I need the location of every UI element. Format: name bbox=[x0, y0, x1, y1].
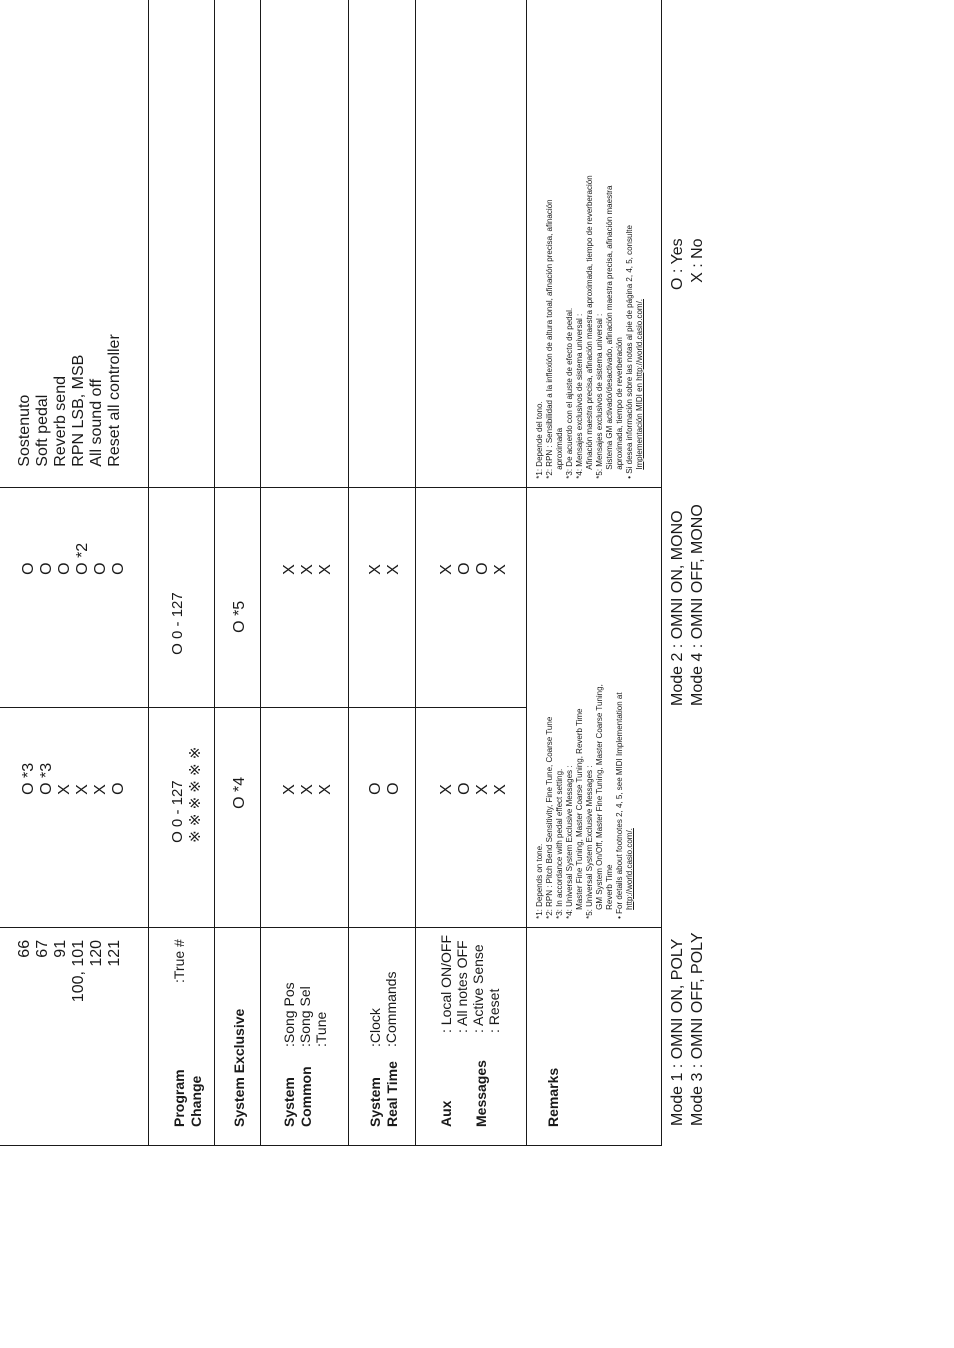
transmitted-value: X bbox=[473, 784, 491, 795]
remark-line: Master Fine Tuning, Master Coarse Tuning, Reverb Time bbox=[574, 708, 584, 910]
system-real-time-label: System bbox=[366, 1077, 383, 1127]
remark-line: *3: De acuerdo con el ajuste de efecto de pedal. bbox=[564, 307, 574, 479]
transmitted-value: X bbox=[74, 784, 91, 795]
system-exclusive-recognized: O *5 bbox=[230, 600, 248, 633]
system-real-time-remarks-cell bbox=[348, 0, 415, 487]
system-exclusive-transmitted-cell bbox=[214, 707, 260, 927]
recognized-value: X bbox=[491, 564, 509, 575]
remark-line: *5: Mensajes exclusivos de sistema universal : bbox=[594, 313, 604, 479]
remark-line: *2: RPN : Pitch Bend Sensitivity, Fine Tune, Coarse Tune bbox=[544, 716, 554, 919]
transmitted-value: O bbox=[366, 782, 384, 795]
aux-messages-label-cell bbox=[415, 927, 526, 1145]
control-change-row bbox=[0, 0, 148, 1146]
recognized-value: O bbox=[473, 562, 491, 575]
remark-line: *2: RPN : Sensibilidad a la inflexión de altura tonal, afinación precisa, afinación bbox=[544, 199, 554, 479]
system-real-time-row bbox=[348, 0, 415, 1146]
remark-line: aproximada bbox=[554, 427, 564, 470]
remark-line: Sistema GM activado/desactivado, afinación maestra precisa, afinación maestra bbox=[604, 185, 614, 470]
transmitted-value: X bbox=[298, 784, 316, 795]
remark-line: *4: Mensajes exclusivos de sistema universal : bbox=[574, 313, 584, 479]
true-number-label: :True # bbox=[170, 939, 187, 983]
system-exclusive-recognized-cell bbox=[214, 487, 260, 707]
transmitted-value: X bbox=[437, 784, 455, 795]
remark-line: *5: Universal System Exclusive Messages : bbox=[584, 765, 594, 919]
system-real-time-transmitted-cell bbox=[348, 707, 415, 927]
remark-line: • Si desea información sobre las notas al pie de página 2, 4, 5, consulte bbox=[624, 225, 634, 479]
no-legend-text: X : No bbox=[689, 238, 706, 283]
remark-line: • For details about footnotes 2, 4, 5, see MIDI Implementation at bbox=[614, 692, 624, 919]
system-exclusive-row bbox=[214, 0, 260, 1146]
remark-line: *4: Universal System Exclusive Messages : bbox=[564, 765, 574, 919]
recognized-value: O bbox=[92, 562, 109, 575]
aux-messages-recognized-cell bbox=[415, 487, 526, 707]
recognized-value: X bbox=[316, 564, 334, 575]
remark-line: Implementación MIDI en http://world.casio.com/. bbox=[634, 298, 644, 470]
mode-1-text: Mode 1 : OMNI ON, POLY bbox=[669, 938, 686, 1126]
recognized-value: X bbox=[384, 564, 402, 575]
controller-name: Reverb send bbox=[52, 376, 69, 467]
active-sense-label: : Active Sense bbox=[469, 944, 486, 1033]
controller-name: Reset all controller bbox=[106, 334, 123, 467]
recognized-value: X bbox=[298, 564, 316, 575]
aux-label: Aux bbox=[437, 1100, 454, 1127]
program-change-label: Change bbox=[187, 1075, 204, 1127]
remarks-spanish-notes bbox=[527, 0, 645, 487]
transmitted-value: X bbox=[56, 784, 73, 795]
transmitted-value: O bbox=[110, 782, 127, 795]
remark-line: *3: In accordance with pedal effect setting. bbox=[554, 768, 564, 919]
remarks-english-cell bbox=[526, 487, 661, 927]
transmitted-value: O *3 bbox=[38, 762, 55, 795]
system-common-row bbox=[260, 0, 348, 1146]
reset-label: : Reset bbox=[485, 988, 502, 1033]
system-common-label-cell bbox=[260, 927, 348, 1145]
program-change-label: Program bbox=[170, 1069, 187, 1127]
program-change-remarks-cell bbox=[148, 0, 214, 487]
mode-2-text: Mode 2 : OMNI ON, MONO bbox=[669, 510, 686, 706]
system-common-remarks-cell bbox=[260, 0, 348, 487]
remark-line: aproximada, tiempo de reverberación bbox=[614, 337, 624, 470]
control-recognized-cell bbox=[0, 487, 148, 707]
transmitted-value: X bbox=[316, 784, 334, 795]
all-notes-off-label: : All notes OFF bbox=[453, 940, 470, 1033]
remark-line: http://world.casio.com/. bbox=[624, 828, 634, 910]
recognized-value: O bbox=[110, 562, 127, 575]
control-number: 121 bbox=[106, 939, 123, 967]
program-change-recognized: O 0 - 127 bbox=[168, 592, 186, 655]
remark-line: *1: Depende del tono. bbox=[534, 401, 544, 479]
program-change-transmitted: O 0 - 127 bbox=[168, 780, 186, 843]
control-number-list bbox=[16, 940, 124, 1002]
system-exclusive-label: System Exclusive bbox=[230, 1008, 247, 1127]
control-number: 91 bbox=[52, 939, 69, 958]
local-on-off-label: : Local ON/OFF bbox=[437, 934, 454, 1033]
program-change-recognized-cell bbox=[148, 487, 214, 707]
remark-line: Reverb Time bbox=[604, 864, 614, 910]
tune-label: :Tune bbox=[312, 1011, 329, 1047]
aux-messages-remarks-cell bbox=[415, 0, 526, 487]
clock-label: :Clock bbox=[366, 1008, 383, 1047]
aux-messages-row bbox=[415, 0, 526, 1146]
recognized-value: O bbox=[56, 562, 73, 575]
controller-name: Soft pedal bbox=[34, 394, 51, 467]
program-change-label-cell bbox=[148, 927, 214, 1145]
program-change-transmitted-cell bbox=[148, 707, 214, 927]
yes-no-legend bbox=[668, 238, 708, 290]
system-exclusive-remarks-cell bbox=[214, 0, 260, 487]
program-change-row bbox=[148, 0, 214, 1146]
system-common-transmitted-cell bbox=[260, 707, 348, 927]
recognized-value: X bbox=[366, 564, 384, 575]
transmitted-value: O bbox=[455, 782, 473, 795]
commands-label: :Commands bbox=[382, 971, 399, 1047]
recognized-value: O bbox=[20, 562, 37, 575]
system-real-time-label-cell bbox=[348, 927, 415, 1145]
control-names-cell bbox=[0, 0, 148, 487]
mode-legend-right bbox=[668, 504, 708, 706]
system-real-time-recognized-cell bbox=[348, 487, 415, 707]
system-common-label: System bbox=[280, 1077, 297, 1127]
transmitted-value: O *3 bbox=[20, 762, 37, 795]
mode-3-text: Mode 3 : OMNI OFF, POLY bbox=[689, 932, 706, 1126]
recognized-value: X bbox=[280, 564, 298, 575]
controller-name: Sostenuto bbox=[16, 394, 33, 467]
control-number: 120 bbox=[88, 939, 105, 967]
remarks-label-cell bbox=[526, 927, 661, 1145]
transmitted-value: O bbox=[384, 782, 402, 795]
controller-name: RPN LSB, MSB bbox=[70, 354, 87, 467]
system-exclusive-transmitted: O *4 bbox=[230, 776, 248, 809]
recognized-value: O *2 bbox=[74, 542, 91, 575]
mode-4-text: Mode 4 : OMNI OFF, MONO bbox=[689, 504, 706, 706]
control-number: 66 bbox=[16, 939, 33, 958]
remark-line: *1: Depends on tone. bbox=[534, 843, 544, 919]
transmitted-value: X bbox=[92, 784, 109, 795]
messages-label: Messages bbox=[472, 1060, 489, 1127]
remark-line: Afinación maestra precisa, afinación maestra aproximada, tiempo de reverberación bbox=[584, 175, 594, 470]
transmitted-value: X bbox=[491, 784, 509, 795]
remark-line: GM System On/Off, Master Fine Tuning, Master Coarse Tuning, bbox=[594, 684, 604, 910]
true-number-range: ※ ※ ※ ※ ※ ※ bbox=[186, 746, 204, 843]
recognized-value: O bbox=[38, 562, 55, 575]
system-common-label: Common bbox=[297, 1066, 314, 1127]
control-numbers-cell bbox=[0, 927, 148, 1145]
control-number: 67 bbox=[34, 939, 51, 958]
transmitted-value: X bbox=[280, 784, 298, 795]
aux-messages-transmitted-cell bbox=[415, 707, 526, 927]
recognized-value: O bbox=[455, 562, 473, 575]
mode-legend-left bbox=[668, 932, 708, 1126]
system-real-time-label: Real Time bbox=[383, 1061, 400, 1127]
song-pos-label: :Song Pos bbox=[280, 982, 297, 1047]
song-sel-label: :Song Sel bbox=[296, 986, 313, 1047]
remarks-english-notes bbox=[527, 488, 635, 927]
system-common-recognized-cell bbox=[260, 487, 348, 707]
system-exclusive-label-cell bbox=[214, 927, 260, 1145]
remarks-label: Remarks bbox=[544, 1067, 561, 1127]
control-number: 100, 101 bbox=[70, 939, 87, 1003]
recognized-value: X bbox=[437, 564, 455, 575]
yes-legend-text: O : Yes bbox=[669, 238, 686, 290]
controller-name: All sound off bbox=[88, 378, 105, 467]
control-transmitted-cell bbox=[0, 707, 148, 927]
remarks-row bbox=[526, 0, 661, 1146]
remarks-spanish-cell bbox=[526, 0, 661, 487]
